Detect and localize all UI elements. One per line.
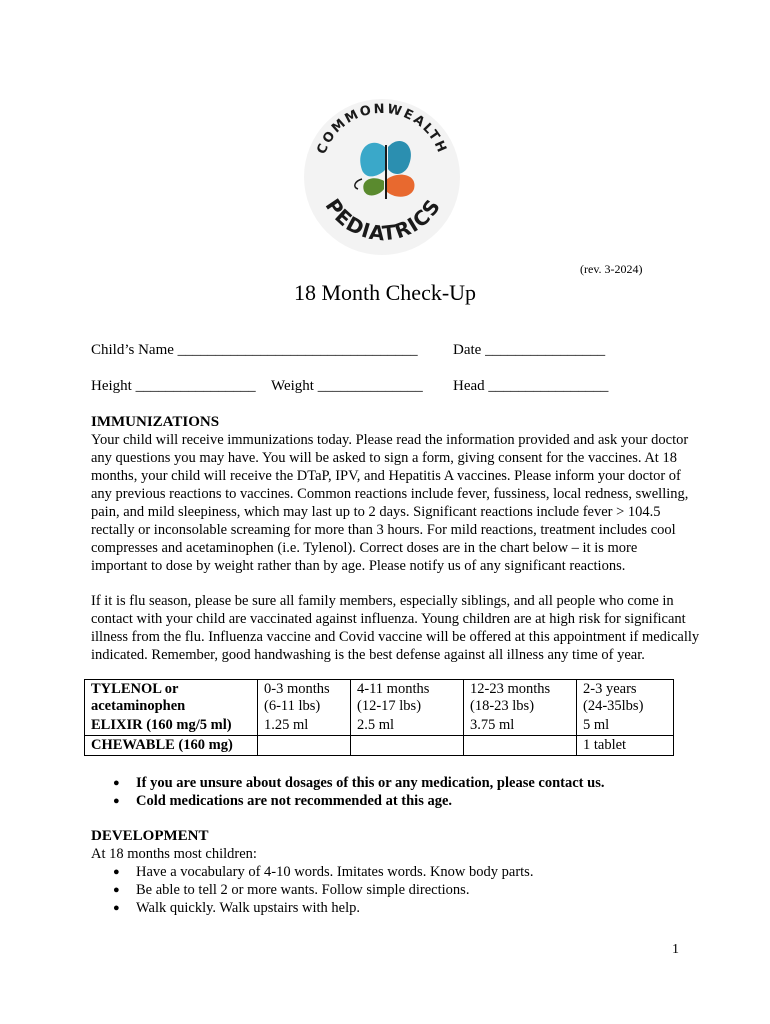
- immunizations-line: months, your child will receive the DTaP, IPV, and Hepatitis A vaccines. Please inform your doctor of: [91, 468, 681, 484]
- flu-section: [91, 592, 731, 664]
- age-label: 2-3 years: [583, 681, 637, 697]
- immunizations-line: compresses and acetaminophen (i.e. Tylenol). Correct doses are in the chart below – it is more: [91, 540, 638, 556]
- dose-cell: 3.75 ml: [464, 716, 577, 736]
- table-row: [85, 680, 674, 717]
- commonwealth-pediatrics-logo: [300, 95, 465, 260]
- age-column-header: [351, 680, 464, 717]
- list-item: ● Be able to tell 2 or more wants. Follow simple directions.: [136, 881, 533, 899]
- dosage-table: [84, 679, 674, 756]
- immunizations-line: important to dose by weight rather than by age. Please notify us of any significant reactions.: [91, 558, 626, 574]
- age-label: 4-11 months: [357, 681, 430, 697]
- development-intro: At 18 months most children:: [91, 846, 257, 862]
- childs-name-field[interactable]: Child’s Name ________________________________: [91, 342, 418, 358]
- immunizations-line: any questions you may have. You will be asked to sign a form, giving consent for the vaccines. At 18: [91, 450, 677, 466]
- age-column-header: [258, 680, 351, 717]
- height-field[interactable]: Height ________________: [91, 378, 256, 394]
- immunizations-line: pain, and mild sleepiness, which may last up to 2 days. Significant reactions include fever > 104.5: [91, 504, 661, 520]
- dose-cell: 5 ml: [577, 716, 674, 736]
- age-column-header: [577, 680, 674, 717]
- date-field[interactable]: Date ________________: [453, 342, 606, 358]
- weight-label: (6-11 lbs): [264, 698, 321, 714]
- age-column-header: [464, 680, 577, 717]
- header-label-line: acetaminophen: [91, 698, 186, 714]
- page-number: 1: [672, 942, 679, 957]
- list-item: ● Have a vocabulary of 4-10 words. Imitates words. Know body parts.: [136, 863, 533, 881]
- flu-line: indicated. Remember, good handwashing is the best defense against all illness any time of year.: [91, 647, 645, 663]
- development-list: [91, 863, 533, 917]
- list-item: ● If you are unsure about dosages of this or any medication, please contact us.: [136, 774, 604, 792]
- weight-label: (18-23 lbs): [470, 698, 535, 714]
- flu-line: contact with your child are vaccinated against influenza. Young children are at high risk for significant: [91, 611, 686, 627]
- age-label: 0-3 months: [264, 681, 330, 697]
- dose-cell: [464, 736, 577, 756]
- row-label: CHEWABLE (160 mg): [85, 736, 258, 756]
- table-row: [85, 716, 674, 736]
- table-header-label: [85, 680, 258, 717]
- dose-cell: 1 tablet: [577, 736, 674, 756]
- logo-top-text: COMMONWEALTH: [314, 101, 450, 157]
- immunizations-line: any previous reactions to vaccines. Common reactions include fever, fussiness, local redness, swelling,: [91, 486, 689, 502]
- weight-label: (24-35lbs): [583, 698, 644, 714]
- revision-date: (rev. 3-2024): [580, 262, 643, 276]
- table-row: [85, 736, 674, 756]
- weight-label: (12-17 lbs): [357, 698, 422, 714]
- immunizations-line: Your child will receive immunizations today. Please read the information provided and ask your doctor: [91, 432, 689, 448]
- development-heading: DEVELOPMENT: [91, 828, 209, 844]
- immunizations-line: rectally or inconsolable screaming for more than 3 hours. For mild reactions, treatment includes cool: [91, 522, 676, 538]
- flu-line: illness from the flu. Influenza vaccine and Covid vaccine will be offered at this appointment if medically: [91, 629, 700, 645]
- immunizations-heading: IMMUNIZATIONS: [91, 414, 220, 430]
- flu-line: If it is flu season, please be sure all family members, especially siblings, and all people who come in: [91, 593, 674, 609]
- logo-bottom-text: PEDIATRICS: [320, 194, 446, 246]
- development-section: [91, 827, 731, 863]
- row-label: ELIXIR (160 mg/5 ml): [85, 716, 258, 736]
- header-label-line: TYLENOL or: [91, 681, 179, 697]
- list-item: ● Walk quickly. Walk upstairs with help.: [136, 899, 533, 917]
- list-item: ● Cold medications are not recommended at this age.: [136, 792, 604, 810]
- age-label: 12-23 months: [470, 681, 551, 697]
- dose-cell: 2.5 ml: [351, 716, 464, 736]
- dose-cell: 1.25 ml: [258, 716, 351, 736]
- page-title: 18 Month Check-Up: [293, 280, 477, 305]
- weight-field[interactable]: Weight ______________: [271, 378, 423, 394]
- dose-cell: [351, 736, 464, 756]
- dose-cell: [258, 736, 351, 756]
- immunizations-section: [91, 413, 731, 575]
- head-field[interactable]: Head ________________: [453, 378, 609, 394]
- warnings-list: [91, 774, 604, 810]
